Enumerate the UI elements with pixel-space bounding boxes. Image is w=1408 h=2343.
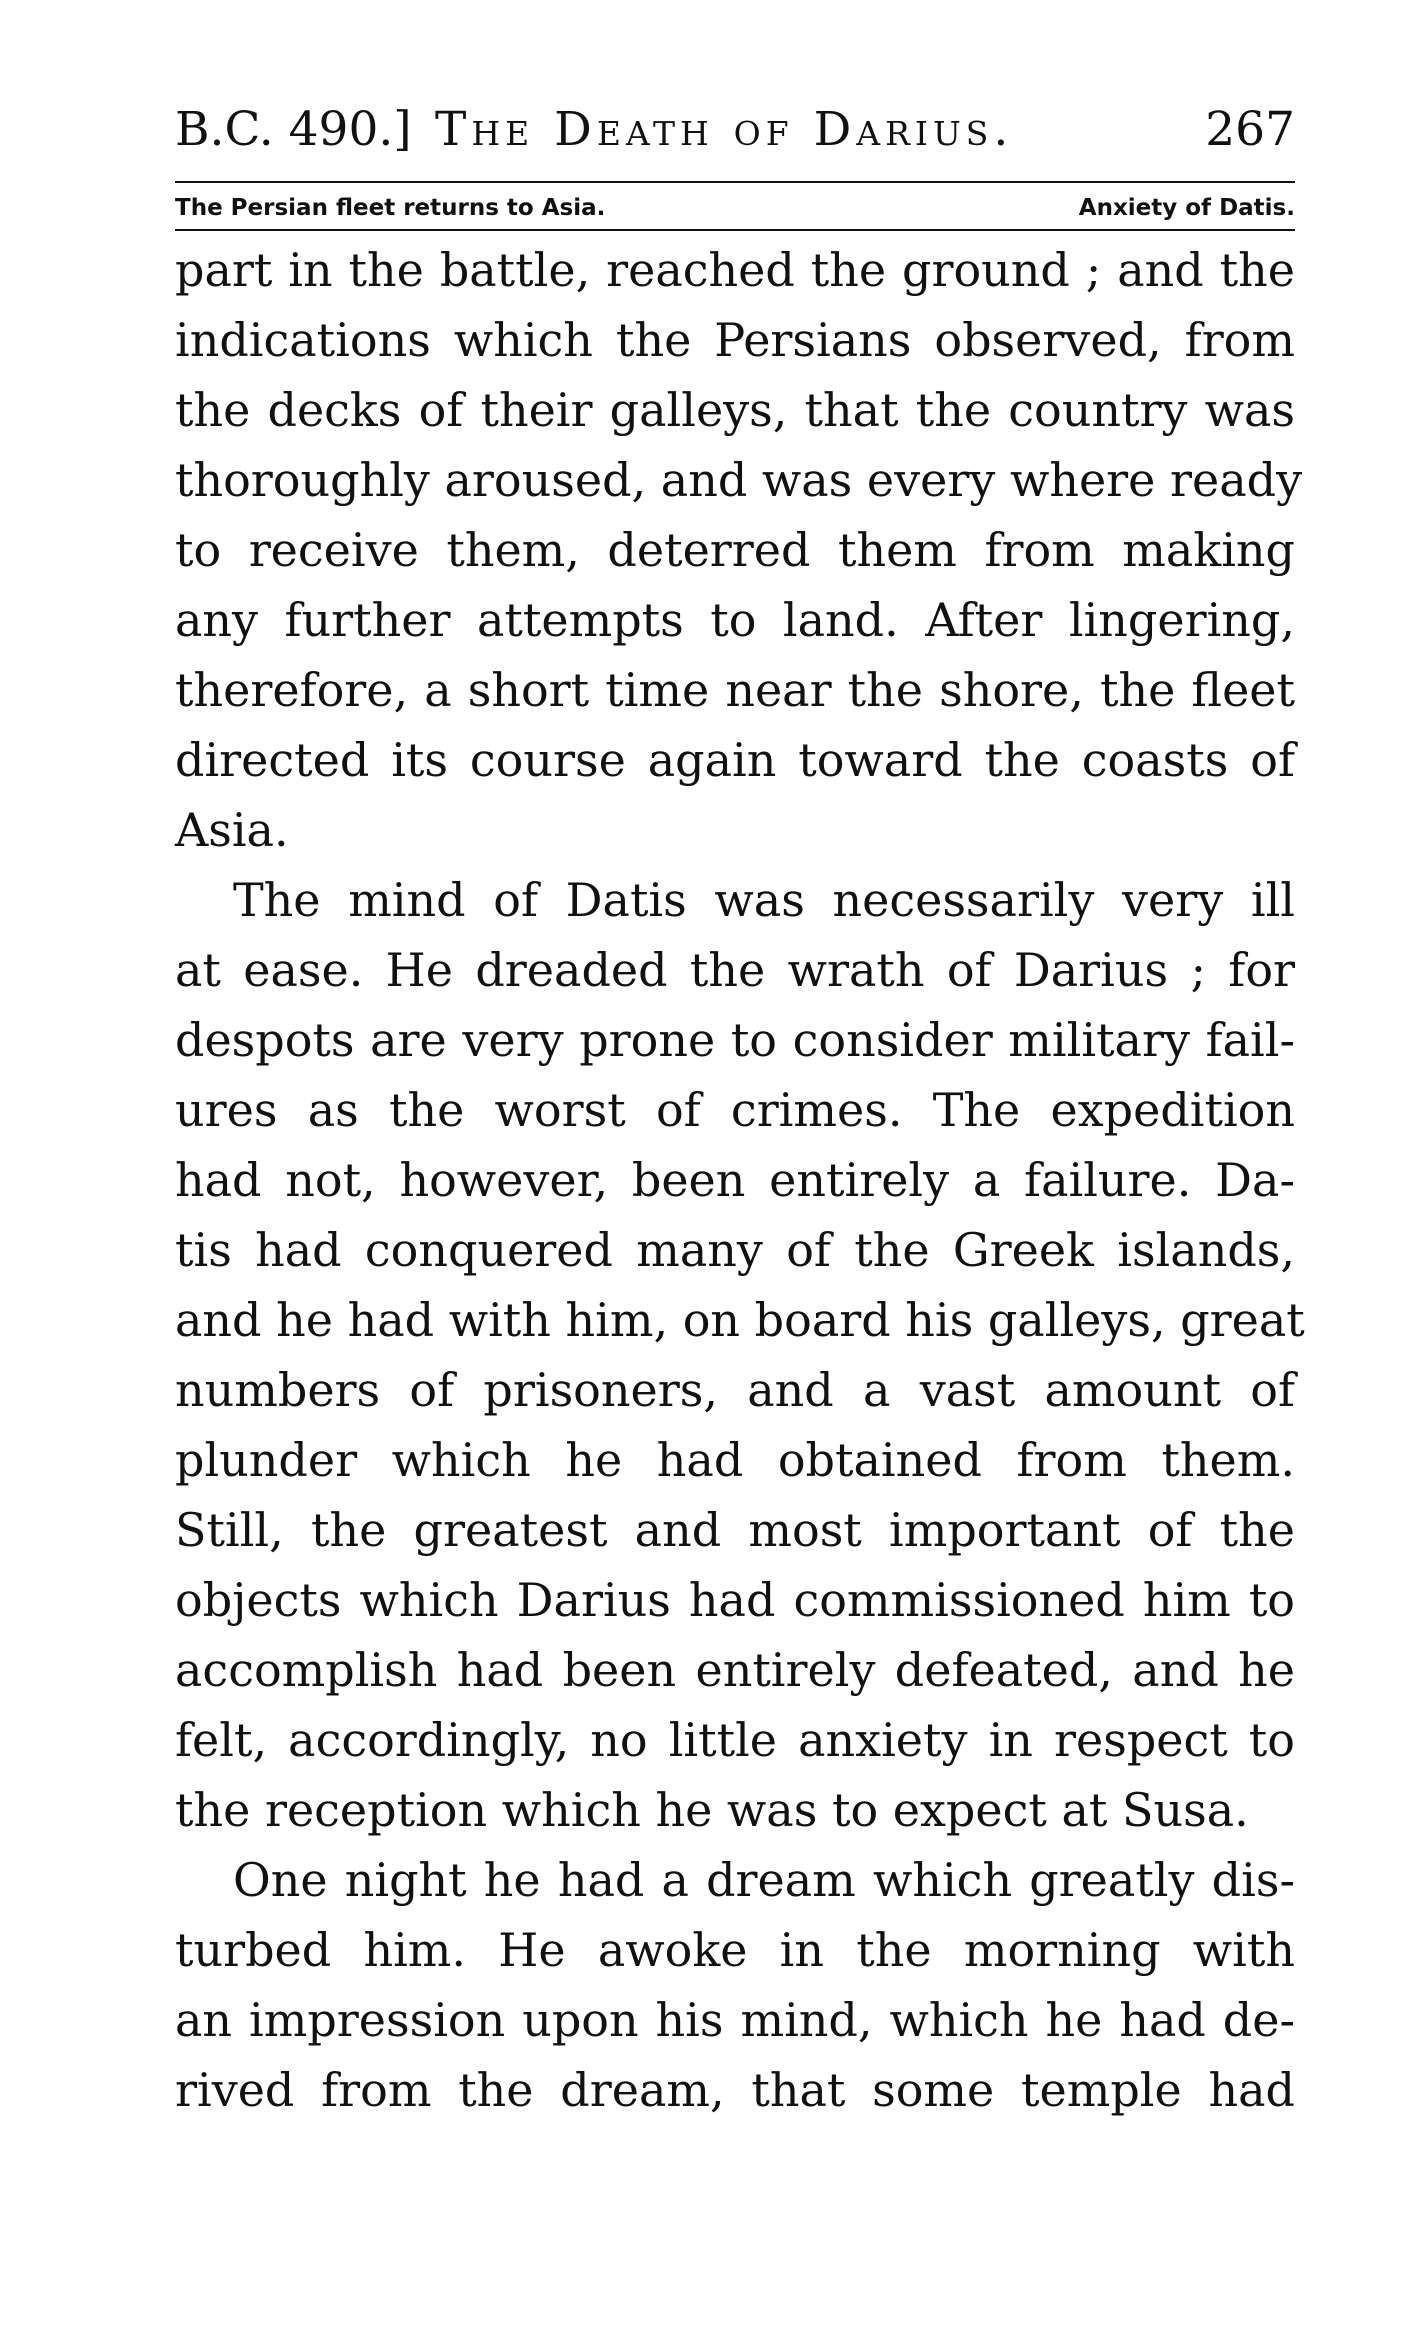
book-page <box>175 95 1305 2125</box>
text-line: thoroughly aroused, and was every where ready <box>175 453 1303 507</box>
text-line: plunder which he had obtained from them. <box>175 1433 1295 1487</box>
paragraph-1 <box>175 235 1303 865</box>
text-line: tis had conquered many of the Greek islands, <box>175 1223 1295 1277</box>
text-line: Asia. <box>175 803 289 857</box>
running-head <box>175 95 1295 165</box>
text-line: the reception which he was to expect at Susa. <box>175 1783 1249 1837</box>
marginal-subheader <box>175 183 1295 225</box>
text-line: turbed him. He awoke in the morning with <box>175 1923 1295 1977</box>
text-line: One night he had a dream which greatly dis- <box>233 1853 1295 1907</box>
paragraph-2 <box>175 865 1305 1845</box>
subheader-left: The Persian fleet returns to Asia. <box>175 195 606 221</box>
chapter-title: The Death of Darius. <box>435 102 1014 157</box>
text-line: felt, accordingly, no little anxiety in respect to <box>175 1713 1295 1767</box>
body-text <box>175 235 1305 2125</box>
text-line: Still, the greatest and most important of the <box>175 1503 1295 1557</box>
text-line: objects which Darius had commissioned him to <box>175 1573 1295 1627</box>
text-line: despots are very prone to consider military fail- <box>175 1013 1295 1067</box>
text-line: part in the battle, reached the ground ; and the <box>175 243 1295 297</box>
text-line: accomplish had been entirely defeated, and he <box>175 1643 1295 1697</box>
paragraph-3 <box>175 1845 1295 2125</box>
text-line: at ease. He dreaded the wrath of Darius ; for <box>175 943 1295 997</box>
text-line: ures as the worst of crimes. The expedition <box>175 1083 1295 1137</box>
date-marker: B.C. 490.] <box>175 102 412 157</box>
text-line: rived from the dream, that some temple had <box>175 2063 1295 2117</box>
text-line: any further attempts to land. After lingering, <box>175 593 1295 647</box>
text-line: numbers of prisoners, and a vast amount of <box>175 1363 1295 1417</box>
subheader-right: Anxiety of Datis. <box>1078 195 1295 221</box>
text-line: therefore, a short time near the shore, the fleet <box>175 663 1295 717</box>
text-line: the decks of their galleys, that the country was <box>175 383 1295 437</box>
text-line: indications which the Persians observed, from <box>175 313 1295 367</box>
page-number: 267 <box>1205 102 1295 157</box>
text-line: directed its course again toward the coasts of <box>175 733 1295 787</box>
header-rule-bottom <box>175 229 1295 231</box>
text-line: The mind of Datis was necessarily very ill <box>233 873 1295 927</box>
text-line: to receive them, deterred them from making <box>175 523 1295 577</box>
text-line: had not, however, been entirely a failure. Da- <box>175 1153 1295 1207</box>
text-line: and he had with him, on board his galleys, great <box>175 1293 1305 1347</box>
text-line: an impression upon his mind, which he had de- <box>175 1993 1295 2047</box>
